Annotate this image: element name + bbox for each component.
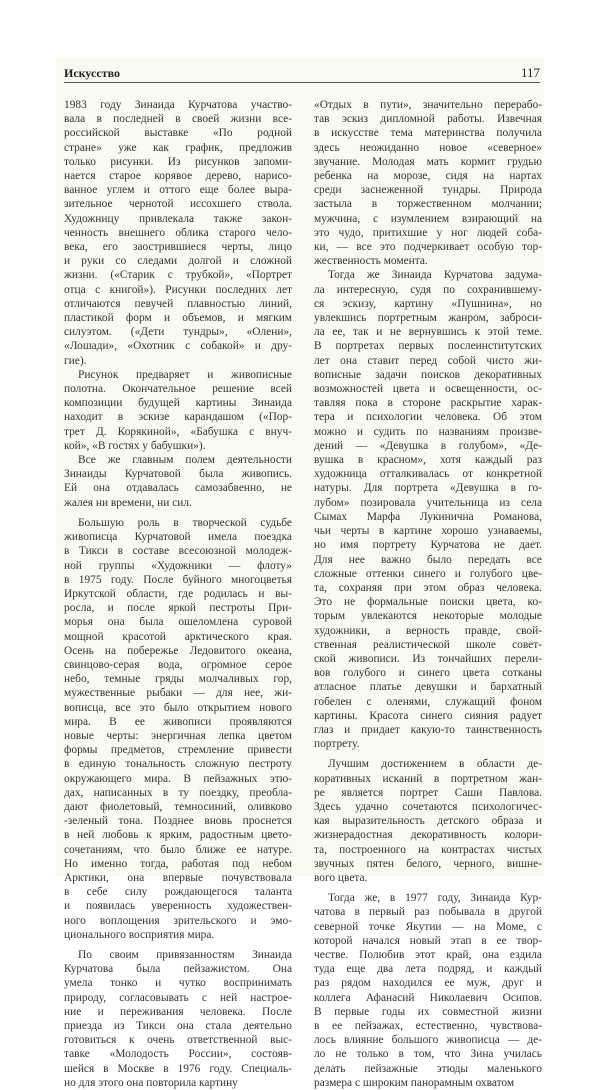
text-line: размера с широким панорамным охватом bbox=[314, 1076, 515, 1089]
text-line: полотна. Окончательное решение всей bbox=[64, 383, 292, 396]
text-line: тавляя пока в стороне раскрытие харак- bbox=[314, 397, 542, 410]
text-line: шейся в Москве в 1976 году. Специаль- bbox=[64, 1062, 292, 1075]
text-line: лось влияние большого живописца — де- bbox=[314, 1034, 542, 1047]
text-line: Иркутской области, где родилась и вы- bbox=[64, 587, 292, 600]
text-line: ло не только в том, что Зина училась bbox=[314, 1048, 542, 1061]
text-line: Лучшим достижением в области де- bbox=[328, 758, 542, 771]
text-line: мужественные рыбаки — для нее, жи- bbox=[64, 687, 292, 700]
text-line: но для этого она повторила картину bbox=[64, 1076, 238, 1089]
text-line: нается старое корявое дерево, нарисо- bbox=[64, 170, 292, 183]
text-line: отличаются певучей плавностью линий, bbox=[64, 297, 292, 310]
text-line: это чудо, притихшие у ног людей соба- bbox=[314, 226, 542, 239]
paragraph bbox=[314, 757, 542, 885]
text-line: только рисунки. Из рисунков запоми- bbox=[64, 155, 292, 168]
text-line: Курчатова была пейзажистом. Она bbox=[64, 963, 292, 976]
text-line: ла интересную, судя по сохранившему- bbox=[314, 283, 542, 296]
text-line: «Лошади», «Охотник с собакой» и дру- bbox=[64, 340, 292, 353]
text-line: туда еще два лета подряд, и каждый bbox=[314, 963, 542, 976]
text-line: делать пейзажные этюды маленького bbox=[314, 1062, 542, 1075]
text-line: можно и судить по названиям произве- bbox=[314, 425, 542, 438]
text-line: в Тикси в составе всесоюзной молодеж- bbox=[64, 545, 292, 558]
text-line: в ней любовь к ярким, радостным цвето- bbox=[64, 829, 292, 842]
text-line: чьи черты в картине хорошо узнаваемы, bbox=[314, 525, 542, 538]
text-line: вописные задачи поисков декоративных bbox=[314, 368, 542, 381]
text-line: вушка в красном», хотя каждый раз bbox=[314, 454, 542, 467]
text-line: росла, и после яркой пестроты При- bbox=[64, 602, 292, 615]
text-line: ре является портрет Саши Павлова. bbox=[314, 786, 542, 799]
text-line: В портретах первых послеинститутских bbox=[314, 340, 542, 353]
text-line: ребенка на морозе, сидя на нартах bbox=[314, 170, 542, 183]
text-line: гобелен с оленями, служащий фоном bbox=[314, 695, 542, 708]
text-line: торым увлекаются некоторые молодые bbox=[314, 610, 542, 623]
text-line: природу, согласовывать с ней настрое- bbox=[64, 991, 292, 1004]
text-line: морья она была ошеломлена суровой bbox=[64, 616, 292, 629]
paragraph bbox=[64, 453, 292, 510]
text-line: звучных пятен белого, черного, вишне- bbox=[314, 857, 542, 870]
text-line: Но именно тогда, работая под небом bbox=[64, 857, 292, 870]
text-line: Тогда же, в 1977 году, Зинаида Кур- bbox=[328, 892, 542, 905]
text-line: вала в последней в своей жизни все- bbox=[64, 113, 292, 126]
text-line: века, его заострившиеся черты, лицо bbox=[64, 241, 292, 254]
text-line: честве. Полюбив этот край, она ездила bbox=[314, 948, 542, 961]
paragraph bbox=[64, 98, 292, 368]
text-line: свинцово-серая вода, огромное серое bbox=[64, 658, 292, 671]
text-line: Большую роль в творческой судьбе bbox=[78, 516, 292, 529]
text-line: дах, написанных в ту поездку, преобла- bbox=[64, 786, 292, 799]
text-line: сложные оттенки синего и голубого цве- bbox=[314, 567, 542, 580]
text-line: Ей она отдавалась самозабвенно, не bbox=[64, 482, 292, 495]
text-line: В первые годы их совместной жизни bbox=[314, 1005, 542, 1018]
paragraph bbox=[314, 891, 542, 1090]
text-line: лет она ставит перед собой чисто жи- bbox=[314, 354, 542, 367]
text-line: Это не формальные поиски цвета, ко- bbox=[314, 596, 542, 609]
text-line: «Отдых в пути», значительно перерабо- bbox=[314, 99, 542, 111]
text-line: 1983 году Зинаида Курчатова участво- bbox=[64, 99, 292, 111]
text-line: раз рядом находился ее муж, друг и bbox=[314, 977, 542, 990]
text-line: Все же главным полем деятельности bbox=[78, 454, 292, 467]
text-line: ного воплощения зрительского и эмо- bbox=[64, 914, 292, 927]
text-line: в единую тональность сложную пестроту bbox=[64, 758, 292, 771]
text-line: вого цвета. bbox=[314, 871, 368, 884]
text-line: атласное платье девушки и бархатный bbox=[314, 681, 542, 694]
text-line: и руки со следами долгой и сложной bbox=[64, 255, 292, 268]
text-line: ной группы «Художники — флоту» bbox=[64, 559, 292, 572]
text-line: дений — «Девушка в голубом», «Де- bbox=[314, 439, 542, 452]
text-line: которой начался новый этап в ее твор- bbox=[314, 934, 542, 947]
text-line: ла ее, так и не вернувшись к этой теме. bbox=[314, 326, 542, 339]
text-line: умела тонко и чутко воспринимать bbox=[64, 977, 292, 990]
text-line: та, построенного на контрастах чистых bbox=[314, 843, 542, 856]
text-line: трет Д. Корякиной», «Бабушка с внуч- bbox=[64, 425, 292, 438]
text-line: силуэтом. («Дети тундры», «Олени», bbox=[64, 326, 292, 339]
text-line: сочетаниям, что было ближе ее натуре. bbox=[64, 843, 292, 856]
text-line: живописца Курчатовой имела поездка bbox=[64, 531, 292, 544]
text-line: натуры. Для портрета «Девушка в го- bbox=[314, 482, 542, 495]
text-line: -зеленый тона. Позднее вновь проснется bbox=[64, 815, 292, 828]
text-line: Для нее важно было передать все bbox=[314, 553, 542, 566]
text-line: здесь неожиданно новое «северное» bbox=[314, 141, 542, 154]
page-number: 117 bbox=[520, 65, 540, 80]
text-line: мира. В ее живописи проявляются bbox=[64, 715, 292, 728]
text-line: в 1975 году. После буйного многоцветья bbox=[64, 573, 292, 586]
text-line: Художницу привлекала также закон- bbox=[64, 212, 292, 225]
text-line: звучание. Молодая мать кормит грудью bbox=[314, 155, 542, 168]
text-line: но имя портрету Курчатова не дает. bbox=[314, 539, 542, 552]
text-line: композиции будущей картины Зинаида bbox=[64, 397, 292, 410]
text-line: застыла в торжественном молчании; bbox=[314, 198, 542, 211]
text-line: художники, а верность правде, свой- bbox=[314, 624, 542, 637]
text-line: тера и психологии человека. Об этом bbox=[314, 411, 542, 424]
paragraph bbox=[314, 268, 542, 751]
text-line: зительное чернотой иссохшего ствола. bbox=[64, 198, 292, 211]
text-line: Здесь удачно сочетаются психологичес- bbox=[314, 800, 542, 813]
running-header bbox=[64, 64, 540, 83]
text-line: в искусстве тема материнства получила bbox=[314, 127, 542, 140]
text-line: и появилась уверенность художествен- bbox=[64, 900, 292, 913]
text-line: в ее пейзажах, естественно, чувствова- bbox=[314, 1020, 542, 1032]
text-line: ционального восприятия мира. bbox=[64, 928, 215, 941]
text-line: отца с книгой»). Рисунки последних лет bbox=[64, 283, 292, 296]
text-line: жизнерадостная декоративность колори- bbox=[314, 829, 542, 842]
left-text-column bbox=[64, 98, 292, 1090]
text-line: картины. Красота синего сияния радует bbox=[314, 709, 542, 722]
paragraph bbox=[314, 98, 542, 268]
text-line: По своим привязанностям Зинаида bbox=[78, 948, 292, 961]
text-line: лубом» позировала учительница из села bbox=[314, 496, 542, 509]
text-line: новые черты: энергичная лепка цветом bbox=[64, 729, 292, 742]
text-line: вов голубого и синего цвета сотканы bbox=[314, 667, 542, 680]
text-line: ванное углем и оттого еще более выра- bbox=[64, 184, 292, 197]
text-line: жественность момента. bbox=[314, 255, 428, 268]
text-line: приезда из Тикси она стала деятельно bbox=[64, 1020, 292, 1032]
text-line: портрету. bbox=[314, 738, 360, 751]
text-line: возможностей цвета и освещенности, ос- bbox=[314, 383, 542, 396]
right-text-column bbox=[314, 98, 542, 1090]
text-line: кой», «В гостях у бабушки»). bbox=[64, 439, 206, 452]
text-line: художница отталкивалась от конкретной bbox=[314, 468, 542, 481]
text-line: в себе силу рождающегося таланта bbox=[64, 886, 292, 899]
text-line: коративных исканий в портретном жан- bbox=[314, 772, 542, 785]
text-line: ченность внешнего облика старого чело- bbox=[64, 226, 292, 239]
paragraph bbox=[64, 516, 292, 942]
text-line: северной точке Якутии — на Моме, с bbox=[314, 920, 542, 933]
text-line: тав эскиз дипломной работы. Извечная bbox=[314, 113, 542, 126]
section-title: Искусство bbox=[64, 66, 120, 80]
text-line: Осень на побережье Ледовитого океана, bbox=[64, 644, 292, 657]
text-line: окружающего мира. В пейзажных этю- bbox=[64, 772, 292, 785]
text-line: готовиться к очень ответственной выс- bbox=[64, 1034, 292, 1047]
text-line: ки, — все это подчеркивает особую тор- bbox=[314, 241, 542, 254]
text-line: ской живописи. Из тончайших перели- bbox=[314, 652, 542, 665]
text-line: Рисунок предваряет и живописные bbox=[78, 368, 292, 381]
text-line: мужчина, с изумлением взирающий на bbox=[314, 212, 542, 225]
text-line: небо, темные гряды молчаливых гор, bbox=[64, 673, 292, 686]
text-line: глаз и придает какую-то таинственность bbox=[314, 723, 542, 736]
text-line: увлекшись портретным жанром, заброси- bbox=[314, 312, 542, 325]
text-line: находит в эскизе карандашом («Пор- bbox=[64, 411, 292, 424]
text-line: Арктики, она впервые почувствовала bbox=[64, 871, 292, 884]
text-line: Тогда же Зинаида Курчатова задума- bbox=[328, 269, 542, 282]
text-line: мощной красотой арктического края. bbox=[64, 630, 292, 643]
text-line: жалея ни времени, ни сил. bbox=[64, 496, 192, 509]
text-line: гие). bbox=[64, 354, 87, 367]
text-line: среди заснеженной тундры. Природа bbox=[314, 184, 542, 197]
text-line: жизни. («Старик с трубкой», «Портрет bbox=[64, 269, 292, 282]
text-line: ственная реалистической школе совет- bbox=[314, 638, 542, 651]
text-line: ся эскизу, картину «Пушнина», но bbox=[314, 297, 542, 310]
text-line: чатова в первый раз побывала в другой bbox=[314, 906, 542, 919]
text-line: пластикой форм и объемов, и мягким bbox=[64, 312, 292, 325]
text-line: та, сохраняя при этом образ человека. bbox=[314, 581, 542, 594]
text-line: Зинаиды Курчатовой была живопись. bbox=[64, 468, 292, 481]
text-line: стране» уже как график, предложив bbox=[64, 141, 292, 154]
text-line: дают фиолетовый, темносиний, оливково bbox=[64, 800, 292, 813]
text-line: ние и переживания человека. После bbox=[64, 1005, 292, 1018]
text-line: формы предметов, стремление привести bbox=[64, 744, 292, 757]
text-line: российской выставке «По родной bbox=[64, 127, 292, 140]
paragraph bbox=[64, 368, 292, 453]
paragraph bbox=[64, 948, 292, 1090]
text-line: кая выразительность детского образа и bbox=[314, 815, 542, 828]
text-line: вописца, все это было открытием нового bbox=[64, 701, 292, 714]
text-line: тавке «Молодость России», состояв- bbox=[64, 1048, 292, 1061]
text-line: коллега Афанасий Николаевич Осипов. bbox=[314, 991, 542, 1004]
text-line: Сымах Марфа Лукинична Романова, bbox=[314, 510, 542, 523]
